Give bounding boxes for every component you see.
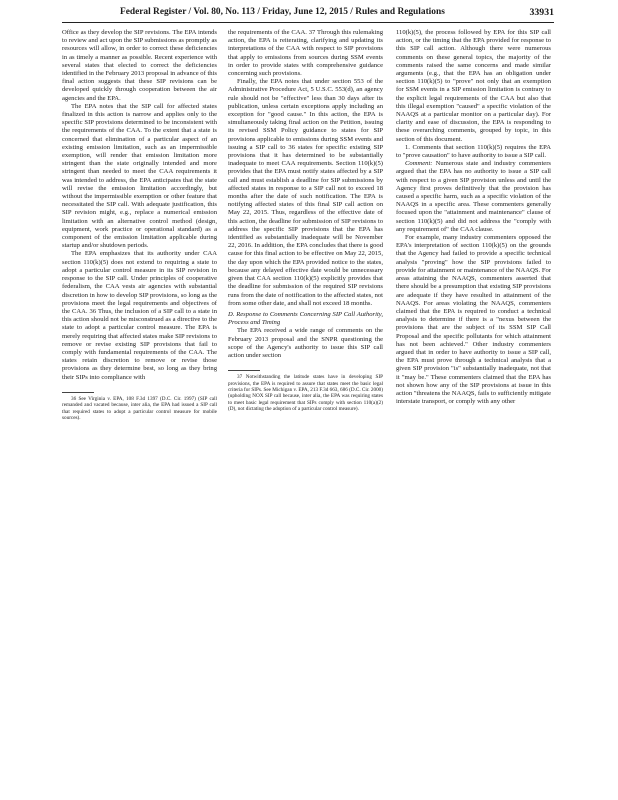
header-rule: [62, 22, 554, 23]
footnote: 37 Notwithstanding the latitude states have in developing SIP provisions, the EPA is required to assure that states meet the basic legal criteria for SIPs. See Michigan v. EPA, 213 F.3d 663, 686 (D.C. Cir. 2000) (upholding NOX SIP call because, inter alia, the EPA was requiring states to meet basic legal requirement that SIPs comply with section 110(a)(2)(D), not dictating the adoption of a particular control measure).: [228, 374, 383, 413]
footnote: 36 See Virginia v. EPA, 108 F.3d 1397 (D.C. Cir. 1997) (SIP call remanded and vacated because, inter alia, the EPA had issued a SIP call that required states to adopt a particular control measure for mobile sources).: [62, 395, 217, 421]
page-number: 33931: [529, 7, 554, 18]
comment-text: Numerous state and industry commenters argued that the EPA has no authority to issue a SIP call with respect to a given SIP provision unless and until the Agency first proves definitively that the provision has caused a specific harm, such as a specific violation of the NAAQS in a specific area. These commenters generally focused upon the "attainment and maintenance" clause of section 110(k)(5) and did not address the "comply with any requirement of" the CAA clause.: [396, 160, 551, 233]
footnote-rule: [62, 392, 94, 393]
paragraph: The EPA received a wide range of comments on the February 2013 proposal and the SNPR questioning the scope of the Agency's authority to issue this SIP call action under section: [228, 327, 383, 359]
text-column-right: [396, 29, 551, 406]
paragraph: Office as they develop the SIP revisions. The EPA intends to review and act upon the SIP submissions as promptly as resources will allow, in order to correct these deficiencies in as timely a manner as possible. Recent experience with several states that elected to correct the deficiencies identified in the February 2013 proposal in advance of this final action suggests that these SIP revisions can be developed quickly through cooperation between the air agencies and the EPA.: [62, 29, 217, 102]
comment-label: Comment:: [405, 160, 433, 168]
paragraph: The EPA notes that the SIP call for affected states finalized in this action is narrow and applies only to the specific SIP provisions determined to be inconsistent with the requirements of the CAA. To the extent that a state is concerned that elimination of a particular aspect of an existing emission limitation, such as an impermissible exemption, will render that emission limitation more stringent than the state originally intended and more stringent than needed to meet the CAA requirements it was intended to address, the EPA anticipates that the state will revise the emission limitation accordingly, but without the impermissible exemption or other feature that necessitated the SIP call. With adequate justification, this SIP revision might, e.g., replace a numerical emission limitation with an alternative control method (design, equipment, work practice or operational standard) as a component of the emission limitation applicable during startup and/or shutdown periods.: [62, 102, 217, 250]
text-column-middle: [228, 29, 383, 413]
running-head: Federal Register / Vol. 80, No. 113 / Friday, June 12, 2015 / Rules and Regulations: [120, 7, 445, 17]
paragraph: The EPA emphasizes that its authority under CAA section 110(k)(5) does not extend to requiring a state to adopt a particular control measure in its SIP revision in response to the SIP call. Under principles of cooperative federalism, the CAA vests air agencies with substantial discretion in how to develop SIP provisions, so long as the provisions meet the legal requirements and objectives of the CAA. 36 Thus, the inclusion of a SIP call to a state in this action should not be misconstrued as a directive to the state to adopt a particular control measure. The EPA is merely requiring that affected states make SIP revisions to remove or revise existing SIP provisions that fail to comply with fundamental requirements of the CAA. The states retain discretion to remove or revise those provisions as they determine best, so long as they bring their SIPs into compliance with: [62, 250, 217, 381]
paragraph: 110(k)(5), the process followed by EPA for this SIP call action, or the timing that the EPA provided for response to this SIP call action. Although there were numerous comments on these general topics, the majority of the comments raised the same concerns and made similar arguments (e.g., that the EPA has an obligation under section 110(k)(5) to "prove" not only that an exemption for SSM events in a SIP emission limitation is contrary to the explicit legal requirements of the CAA but also that this illegal exemption "caused" a specific violation of the NAAQS at a particular monitor on a particular day). For clarity and ease of discussion, the EPA is responding to these overarching comments, grouped by topic, in this section of this document.: [396, 29, 551, 143]
text-column-left: [62, 29, 217, 421]
paragraph-comment: [396, 160, 551, 234]
paragraph: 1. Comments that section 110(k)(5) requires the EPA to "prove causation" to have authority to issue a SIP call.: [396, 143, 551, 160]
paragraph: the requirements of the CAA. 37 Through this rulemaking action, the EPA is reiterating, clarifying and updating its interpretations of the CAA with respect to SIP provisions that apply to emissions from sources during SSM events in order to provide states with comprehensive guidance concerning such provisions.: [228, 29, 383, 78]
footnote-rule: [228, 370, 260, 371]
paragraph: For example, many industry commenters opposed the EPA's interpretation of section 110(k)(5) on the grounds that the Agency had failed to provide a specific technical analysis "proving" how the SIP provisions failed to provide for attainment or maintenance of the NAAQS. For areas attaining the NAAQS, commenters asserted that there should be a presumption that existing SIP provisions are adequate if they have resulted in attainment of the NAAQS. For areas violating the NAAQS, commenters claimed that the EPA is required to conduct a technical analysis to determine if there is a "nexus between the provisions that are the subject of its SSM SIP Call Proposal and the specific pollutants for which attainment has not been achieved." Other industry commenters argued that in order to have authority to issue a SIP call, the EPA must prove through a technical analysis that a given SIP provision "is" substantially inadequate, not that it "may be." These commenters claimed that the EPA has not shown how any of the SIP provisions at issue in this action "threatens the NAAQS, fails to sufficiently mitigate interstate transport, or comply with any other: [396, 234, 551, 406]
paragraph: Finally, the EPA notes that under section 553 of the Administrative Procedure Act, 5 U.S.C. 553(d), an agency rule should not be "effective" less than 30 days after its publication, unless certain exceptions apply including an exception for "good cause." In this action, the EPA is simultaneously taking final action on the Petition, issuing its revised SSM Policy guidance to states for SIP provisions applicable to emissions during SSM events and issuing a SIP call to 36 states for specific existing SIP provisions that it has determined to be substantially inadequate to meet CAA requirements. Section 110(k)(5) provides that the EPA must notify states affected by a SIP call and must establish a deadline for SIP submissions by affected states in response to a SIP call not to exceed 18 months after the date of such notification. The EPA is notifying affected states of this final SIP call action on May 22, 2015. Thus, regardless of the effective date of this action, the deadline for submission of SIP revisions to address the specific SIP provisions that the EPA has identified as substantially inadequate will be November 22, 2016. In addition, the EPA concludes that there is good cause for this final action to be effective on May 22, 2015, the day upon which the EPA provided notice to the states, because any delayed effective date would be unnecessary given that CAA section 110(k)(5) explicitly provides that the deadline for submission of the required SIP revisions runs from the date of notification to the affected states, not from some other date, and shall not exceed 18 months.: [228, 78, 383, 307]
page-header: [62, 7, 554, 21]
section-heading: D. Response to Comments Concerning SIP Call Authority, Process and Timing: [228, 310, 383, 327]
